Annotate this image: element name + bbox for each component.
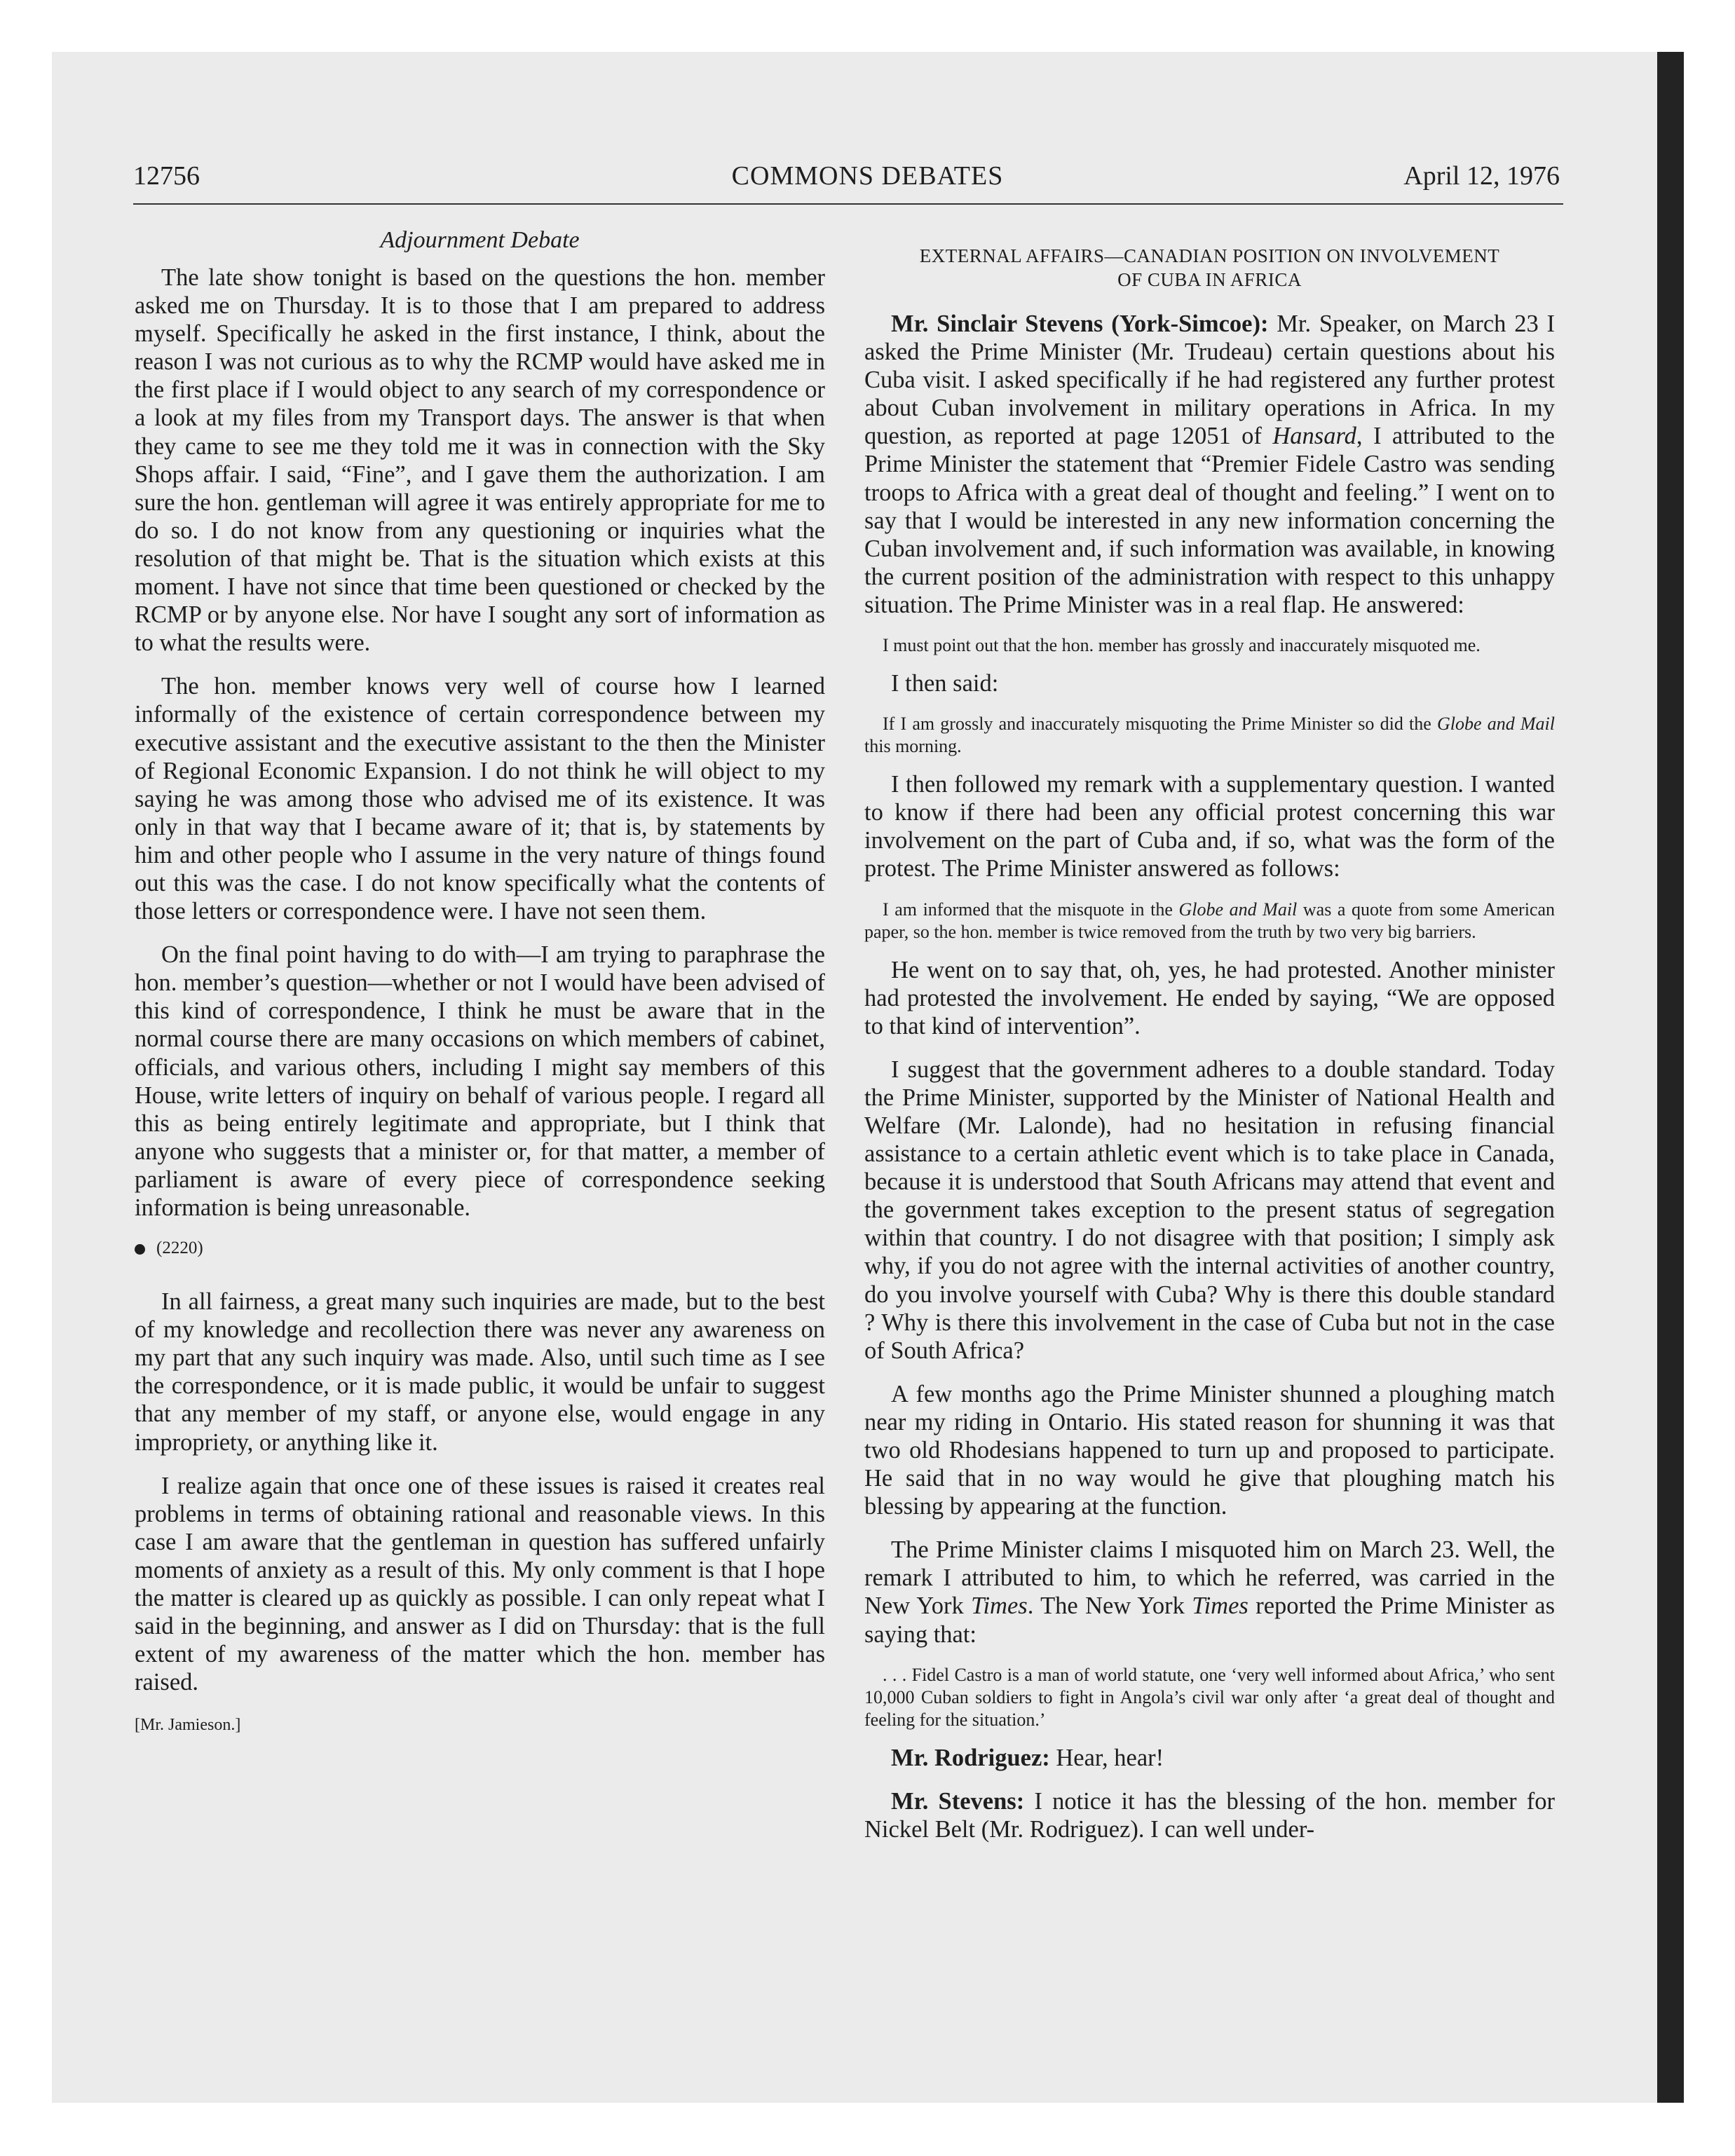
section-title: Adjournment Debate	[380, 227, 580, 253]
time-marker	[135, 1237, 825, 1260]
issue-date: April 12, 1976	[1403, 161, 1560, 191]
paragraph: Mr. Rodriguez: Hear, hear!	[891, 1744, 1164, 1771]
paragraph: Mr. Stevens: I notice it has the blessing of the hon. member for Nickel Belt (Mr. Rodriguez). I can well under-	[864, 1787, 1556, 1843]
paragraph: In all fairness, a great many such inquiries are made, but to the best of my knowledge and recollection there was never any awareness on my part that any such inquiry was made. Also, until such time as I see the correspondence, or it is made public, it would be unfair to suggest that any member of my staff, or anyone else, would engage in any impropriety, or anything like it.	[135, 1288, 825, 1456]
speaker-attribution: [Mr. Jamieson.]	[135, 1716, 241, 1735]
paragraph: The late show tonight is based on the questions the hon. member asked me on Thursday. It is to those that I am prepared to address myself. Specifically he asked in the first instance, I think, about the reason I was not curious as to why the RCMP would have asked me in the first place if I would object to any search of my correspondence or a look at my files from my Transport days. The answer is that when they came to see me they told me it was in connection with the Sky Shops affair. I said, “Fine”, and I gave them the authorization. I am sure the hon. gentleman will agree it was entirely appropriate for me to do so. I do not know from any questioning or inquiries what the resolution of that might be. That is the situation which exists at this moment. I have not since that time been questioned or checked by the RCMP or by anyone else. Nor have I sought any sort of information as to what the results were.	[135, 264, 825, 657]
publication-title: COMMONS DEBATES	[731, 161, 1004, 191]
paragraph: He went on to say that, oh, yes, he had protested. Another minister had protested the involvement. He ended by saying, “We are opposed to that kind of intervention”.	[864, 956, 1555, 1039]
paragraph: I then said:	[891, 670, 999, 697]
left-column	[135, 210, 825, 1735]
section-heading	[864, 244, 1555, 292]
speaker-name: Mr. Stevens:	[891, 1787, 1025, 1815]
paragraph: Mr. Sinclair Stevens (York-Simcoe): Mr. Speaker, on March 23 I asked the Prime Minister (Mr. Trudeau) certain questions about his Cuba visit. I asked specifically if he had registered any further protest about Cuban involvement in military operations in Africa. In my question, as reported at page 12051 of Hansard, I attributed to the Prime Minister the statement that “Premier Fidele Castro was sending troops to Africa with a great deal of thought and feeling.” I went on to say that I would be interested in any new information concerning the Cuban involvement and, if such information was available, in knowing the current position of the administration with respect to this unhappy situation. The Prime Minister was in a real flap. He answered:	[864, 311, 1555, 618]
bullet-icon	[135, 1244, 145, 1255]
paragraph: On the final point having to do with—I am trying to paraphrase the hon. member’s question—whether or not I would have been advised of this kind of correspondence, I think he must be aware that in the normal course there are many occasions on which members of cabinet, officials, and various others, including I might say members of this House, write letters of inquiry on behalf of various people. I regard all this as being entirely legitimate and appropriate, but I think that anyone who suggests that a minister or, for that matter, a member of parliament is aware of every piece of correspondence seeking information is being unreasonable.	[135, 941, 825, 1221]
block-quote: I am informed that the misquote in the Globe and Mail was a quote from some American paper, so the hon. member is twice removed from the truth by two very big barriers.	[864, 899, 1556, 942]
block-quote: I must point out that the hon. member has grossly and inaccurately misquoted me.	[883, 635, 1481, 656]
page-number: 12756	[133, 161, 200, 191]
block-quote: If I am grossly and inaccurately misquoting the Prime Minister so did the Globe and Mail this morning.	[864, 714, 1555, 757]
paragraph: I then followed my remark with a supplementary question. I wanted to know if there had been any official protest concerning this war involvement on the part of Cuba and, if so, what was the form of the protest. The Prime Minister answered as follows:	[864, 771, 1555, 882]
header-rule	[133, 203, 1563, 205]
speaker-name: Mr. Rodriguez:	[891, 1744, 1050, 1771]
paragraph: I suggest that the government adheres to a double standard. Today the Prime Minister, supported by the Minister of National Health and Welfare (Mr. Lalonde), had no hesitation in refusing financial assistance to a certain athletic event which is to take place in Canada, because it is understood that South Africans may attend that event and the government takes exception to the present status of segregation within that country. I do not disagree with that position; I simply ask why, if you do not agree with the internal activities of another country, do you involve yourself with Cuba? Why is there this double standard ? Why is there this involvement in the case of Cuba but not in the case of South Africa?	[864, 1056, 1555, 1364]
paragraph: The Prime Minister claims I misquoted him on March 23. Well, the remark I attributed to him, to which he referred, was carried in the New York Times. The New York Times reported the Prime Minister as saying that:	[864, 1536, 1556, 1648]
scanner-edge-shadow	[1657, 52, 1684, 2103]
speaker-name: Mr. Sinclair Stevens (York-Simcoe):	[891, 311, 1269, 337]
paragraph: I realize again that once one of these issues is raised it creates real problems in terms of obtaining rational and reasonable views. In this case I am aware that the gentleman in question has suffered unfairly moments of anxiety as a result of this. My only comment is that I hope the matter is cleared up as quickly as possible. I can only repeat what I said in the beginning, and answer as I did on Thursday: that is the full extent of my awareness of the matter which the hon. member has raised.	[135, 1472, 825, 1696]
paragraph: The hon. member knows very well of course how I learned informally of the existence of certain correspondence between my executive assistant and the executive assistant to the then the Minister of Regional Economic Expansion. I do not think he will object to my saying he was among those who advised me of its existence. It was only in that way that I became aware of it; that is, by statements by him and other people who I assume in the very nature of things found out this was the case. I do not know specifically what the contents of those letters or correspondence were. I have not seen them.	[135, 673, 825, 925]
right-column	[864, 210, 1555, 1859]
section-heading-line: OF CUBA IN AFRICA	[1117, 269, 1302, 290]
section-heading-line: EXTERNAL AFFAIRS—CANADIAN POSITION ON INVOLVEMENT	[919, 245, 1500, 266]
time-marker-label: (2220)	[156, 1239, 203, 1258]
paragraph: A few months ago the Prime Minister shunned a ploughing match near my riding in Ontario. His stated reason for shunning it was that two old Rhodesians happened to turn up and proposed to participate. He said that in no way would he give that ploughing match his blessing by appearing at the function.	[864, 1380, 1555, 1520]
block-quote: . . . Fidel Castro is a man of world statute, one ‘very well informed about Africa,’ who sent 10,000 Cuban soldiers to fight in Angola’s civil war only after ‘a great deal of thought and feeling for the situation.’	[864, 1664, 1555, 1730]
